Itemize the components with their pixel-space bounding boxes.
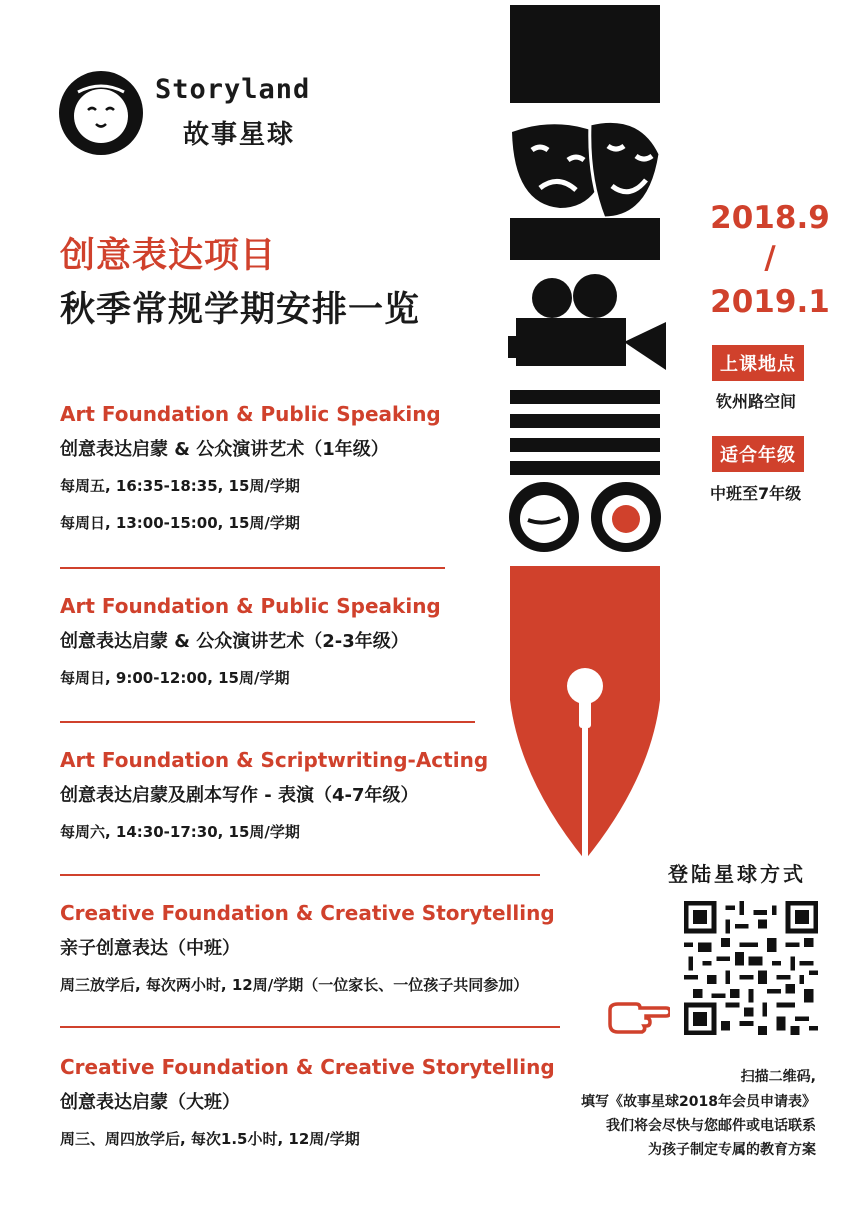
movie-camera-icon [508,274,666,370]
theater-masks-icon [512,121,660,218]
instruction-line: 为孩子制定专属的教育方案 [648,1142,816,1158]
course-title-en: Art Foundation & Public Speaking [60,402,441,426]
grade-value: 中班至7年级 [710,484,802,503]
divider [60,721,475,723]
course-item [60,594,441,688]
astronaut-faces-icon [509,482,661,552]
instruction-line: 扫描二维码, [740,1069,816,1085]
qr-title: 登陆星球方式 [668,862,806,886]
course-item [60,402,441,533]
course-item [60,1055,555,1149]
brand-name-en: Storyland [155,74,311,105]
course-title-cn: 创意表达启蒙（大班） [60,1092,240,1113]
instruction-line: 填写《故事星球2018年会员申请表》 [581,1094,816,1110]
divider [60,1026,560,1028]
course-title-en: Art Foundation & Scriptwriting-Acting [60,748,489,772]
course-schedule: 每周六, 14:30-17:30, 15周/学期 [60,823,300,841]
astronaut-logo-icon [58,70,144,156]
course-title-en: Creative Foundation & Creative Storytelling [60,901,555,925]
divider [60,874,540,876]
location-badge: 上课地点 [712,345,804,381]
course-schedule: 每周五, 16:35-18:35, 15周/学期 [60,477,300,495]
grade-badge: 适合年级 [712,436,804,472]
course-schedule: 每周日, 13:00-15:00, 15周/学期 [60,514,300,532]
course-item [60,901,555,995]
course-schedule: 每周日, 9:00-12:00, 15周/学期 [60,669,290,687]
course-title-cn: 创意表达启蒙及剧本写作 - 表演（4-7年级） [60,785,419,806]
course-schedule: 周三放学后, 每次两小时, 12周/学期（一位家长、一位孩子共同参加） [60,976,529,994]
divider [60,567,445,569]
course-title-en: Art Foundation & Public Speaking [60,594,441,618]
page-title: 创意表达项目 [60,236,277,276]
page-subtitle: 秋季常规学期安排一览 [60,290,421,330]
qr-code-icon[interactable] [684,901,818,1035]
course-title-cn: 创意表达启蒙 & 公众演讲艺术（2-3年级） [60,631,409,652]
course-schedule: 周三、周四放学后, 每次1.5小时, 12周/学期 [60,1130,360,1148]
term-separator: / [764,240,776,276]
brand-name-cn: 故事星球 [183,120,296,150]
location-value: 钦州路空间 [716,392,797,411]
pointing-hand-icon [606,1000,670,1034]
course-title-cn: 亲子创意表达（中班） [60,938,240,959]
course-title-en: Creative Foundation & Creative Storytelling [60,1055,555,1079]
instruction-line: 我们将会尽快与您邮件或电话联系 [606,1118,816,1134]
fountain-pen-nib-icon [490,0,680,870]
term-end-date: 2019.1 [710,284,830,320]
term-start-date: 2018.9 [710,200,830,236]
course-item [60,748,488,842]
course-title-cn: 创意表达启蒙 & 公众演讲艺术（1年级） [60,439,389,460]
